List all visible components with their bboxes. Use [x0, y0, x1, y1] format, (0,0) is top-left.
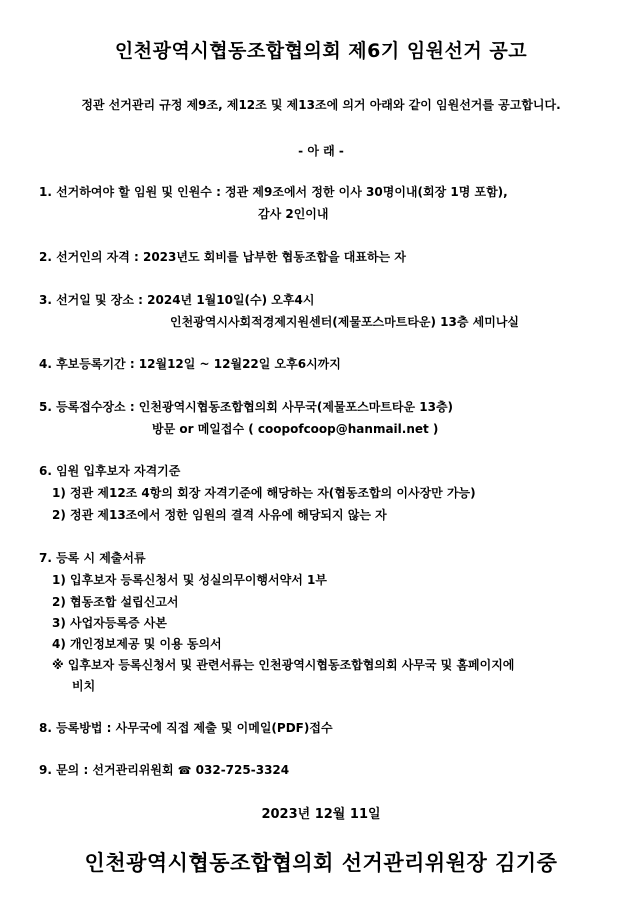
subhead: - 아 래 -: [298, 144, 344, 158]
notice-date: 2023년 12월 11일: [261, 807, 381, 822]
section-7-head: 7. 등록 시 제출서류: [39, 551, 146, 565]
section-6-item: 1) 정관 제12조 4항의 회장 자격기준에 해당하는 자(협동조합의 이사장만 가능): [52, 486, 476, 500]
section-5-line2: 방문 or 메일접수 ( coopofcoop@hanmail.net ): [152, 422, 439, 436]
section-1-line2: 감사 2인이내: [258, 207, 329, 221]
phone-icon: ☎: [177, 764, 192, 777]
intro-text: 정관 선거관리 규정 제9조, 제12조 및 제13조에 의거 아래와 같이 임원선거를 공고합니다.: [81, 98, 561, 112]
section-5-line1: 5. 등록접수장소 : 인천광역시협동조합협의회 사무국(제물포스마트타운 13층): [39, 400, 454, 414]
section-7-note-line2: 비치: [72, 679, 96, 693]
section-7-note-line1: ※ 입후보자 등록신청서 및 관련서류는 인천광역시협동조합협의회 사무국 및 홈페이지에: [52, 658, 515, 672]
section-7-item: 2) 협동조합 설립신고서: [52, 595, 179, 609]
section-7-item: 1) 입후보자 등록신청서 및 성실의무이행서약서 1부: [52, 573, 327, 587]
section-6-item: 2) 정관 제13조에서 정한 임원의 결격 사유에 해당되지 않는 자: [52, 508, 387, 522]
section-3-line1: 3. 선거일 및 장소 : 2024년 1월10일(수) 오후4시: [39, 293, 315, 307]
notice-title: 인천광역시협동조합협의회 제6기 임원선거 공고: [114, 40, 528, 62]
section-2: 2. 선거인의 자격 : 2023년도 회비를 납부한 협동조합을 대표하는 자: [39, 250, 406, 264]
section-6-head: 6. 임원 입후보자 자격기준: [39, 464, 181, 478]
section-3-line2: 인천광역시사회적경제지원센터(제물포스마트타운) 13층 세미나실: [170, 315, 520, 329]
section-1-line1: 1. 선거하여야 할 임원 및 인원수 : 정관 제9조에서 정한 이사 30명이내(회장 1명 포함),: [39, 185, 508, 199]
section-9-label: 9. 문의 : 선거관리위원회: [39, 763, 174, 777]
section-9-phone: 032-725-3324: [195, 763, 290, 777]
section-4: 4. 후보등록기간 : 12월12일 ~ 12월22일 오후6시까지: [39, 357, 341, 371]
signature: 인천광역시협동조합협의회 선거관리위원장 김기중: [84, 851, 558, 875]
section-9: [39, 761, 289, 778]
section-7-item: 4) 개인정보제공 및 이용 동의서: [52, 637, 222, 651]
section-8: 8. 등록방법 : 사무국에 직접 제출 및 이메일(PDF)접수: [39, 721, 333, 735]
section-7-item: 3) 사업자등록증 사본: [52, 616, 167, 630]
